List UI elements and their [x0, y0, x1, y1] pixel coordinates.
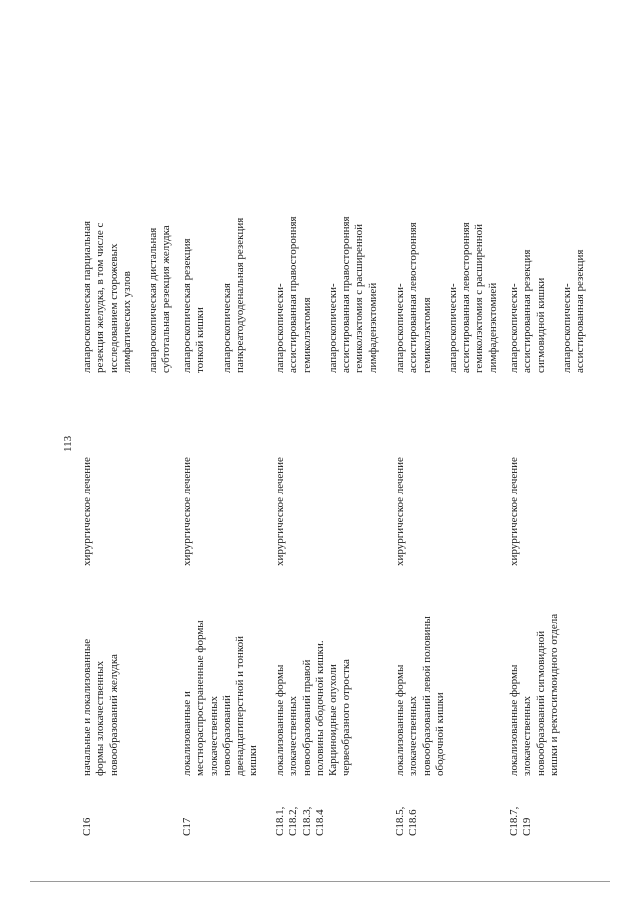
- method-line: лапароскопическая парциальная: [81, 220, 93, 373]
- icd-code-cell: [394, 796, 421, 836]
- diagnosis-line: новообразований желудка: [107, 654, 120, 776]
- diagnosis-cell: [508, 590, 561, 776]
- treatment-method-cell: [181, 161, 260, 373]
- treatment-method: [274, 161, 314, 373]
- diagnosis-line: кишки: [247, 745, 260, 776]
- diagnosis-line: начальные и локализованные: [81, 638, 93, 776]
- treatment-type-cell: [181, 386, 194, 566]
- treatment-method: [447, 161, 500, 373]
- method-line: лапароскопически-: [508, 283, 520, 373]
- icd-code-cell: [274, 796, 327, 836]
- icd-code: C18.1,: [274, 806, 286, 836]
- diagnosis-cell: [81, 590, 121, 776]
- diagnosis-cell: [274, 590, 354, 776]
- treatment-method: [81, 161, 134, 373]
- method-line: гемиколэктомия: [420, 297, 433, 373]
- method-line: панкреатодуоденальная резекция: [233, 217, 246, 373]
- diagnosis-line: Карциноидные опухоли: [327, 664, 340, 776]
- diagnosis-line: половины ободочной кишки.: [313, 640, 326, 776]
- method-line: лапароскопическая дистальная: [147, 227, 160, 373]
- diagnosis-line: новообразований сигмовидной: [534, 630, 547, 776]
- diagnosis-line: формы злокачественных: [94, 660, 107, 776]
- diagnosis-line: ободочной кишки: [433, 692, 446, 776]
- method-line: ассистированная резекция: [521, 249, 534, 373]
- method-line: ассистированная правосторонняя: [287, 216, 300, 373]
- diagnosis-line: кишки и ректосигмоидного отдела: [547, 613, 560, 776]
- treatment-method: [221, 161, 248, 373]
- treatment-method-cell: [508, 161, 600, 373]
- diagnosis-line: локализованные формы: [508, 664, 520, 776]
- icd-code: C18.2,: [287, 806, 300, 836]
- diagnosis-line: местнораспространенные формы: [194, 620, 207, 776]
- icd-code-cell: [181, 796, 194, 836]
- diagnosis-line: новообразований левой половины: [420, 616, 433, 776]
- icd-code: C19: [521, 817, 534, 836]
- icd-code: C18.3,: [300, 806, 313, 836]
- method-line: ассистированная левосторонняя: [460, 222, 473, 373]
- diagnosis-line: локализованные и: [181, 691, 193, 776]
- method-line: ассистированная резекция: [574, 249, 587, 373]
- method-line: лимфаденэктомией: [486, 282, 499, 373]
- icd-code-cell: [508, 796, 535, 836]
- diagnosis-cell: [394, 590, 447, 776]
- treatment-type: хирургическое лечение: [274, 457, 286, 566]
- method-line: лапароскопически-: [326, 283, 339, 373]
- icd-code: C18.5,: [394, 806, 406, 836]
- diagnosis-line: локализованные формы: [274, 664, 286, 776]
- icd-code: C16: [81, 817, 93, 836]
- treatment-type-cell: [81, 386, 94, 566]
- treatment-method: [508, 161, 548, 373]
- method-line: лимфатических узлов: [120, 271, 133, 373]
- method-line: сигмовидной кишки: [534, 277, 547, 373]
- icd-code: C18.7,: [508, 806, 520, 836]
- treatment-method-cell: [394, 161, 513, 373]
- treatment-type-cell: [394, 386, 407, 566]
- diagnosis-line: злокачественных: [407, 695, 420, 776]
- page-number: 113: [62, 435, 74, 452]
- page-bottom-rule: [30, 881, 610, 882]
- method-line: исследованием сторожевых: [107, 243, 120, 373]
- rotated-page-content: [62, 116, 587, 836]
- diagnosis-line: новообразований: [220, 695, 233, 776]
- method-line: ассистированная правосторонняя: [340, 216, 353, 373]
- method-line: субтотальная резекция желудка: [160, 225, 173, 373]
- diagnosis-line: двенадцатиперстной и тонкой: [234, 636, 247, 776]
- method-line: лапароскопически-: [560, 283, 573, 373]
- treatment-method: [327, 161, 380, 373]
- treatment-method: [181, 161, 208, 373]
- diagnosis-line: злокачественных: [207, 695, 220, 776]
- treatment-type: хирургическое лечение: [181, 457, 193, 566]
- method-line: лапароскопическая: [220, 283, 233, 373]
- method-line: тонкой кишки: [194, 307, 207, 373]
- method-line: лапароскопически-: [274, 283, 286, 373]
- method-line: гемиколэктомия: [300, 297, 313, 373]
- method-line: лимфаденэктомией: [366, 282, 379, 373]
- icd-code-cell: [81, 796, 94, 836]
- treatment-method: [561, 161, 588, 373]
- method-line: гемиколэктомия с расширенной: [473, 223, 486, 373]
- treatment-method: [147, 161, 174, 373]
- treatment-method-cell: [81, 161, 187, 373]
- diagnosis-line: новообразований правой: [300, 659, 313, 776]
- icd-code: C17: [181, 817, 193, 836]
- treatment-type: хирургическое лечение: [81, 457, 93, 566]
- diagnosis-line: злокачественных: [287, 695, 300, 776]
- diagnosis-line: локализованные формы: [394, 664, 406, 776]
- diagnosis-line: злокачественных: [521, 695, 534, 776]
- method-line: резекция желудка, в том числе с: [94, 222, 107, 373]
- method-line: лапароскопически-: [394, 283, 406, 373]
- treatment-type-cell: [508, 386, 521, 566]
- treatment-type-cell: [274, 386, 287, 566]
- treatment-type: хирургическое лечение: [508, 457, 520, 566]
- method-line: лапароскопически-: [446, 283, 459, 373]
- treatment-method: [394, 161, 434, 373]
- method-line: гемиколэктомия с расширенной: [353, 223, 366, 373]
- diagnosis-line: червеобразного отростка: [340, 659, 353, 776]
- method-line: лапароскопическая резекция: [181, 238, 193, 373]
- treatment-method-cell: [274, 161, 393, 373]
- method-line: ассистированная левосторонняя: [407, 222, 420, 373]
- treatment-type: хирургическое лечение: [394, 457, 406, 566]
- diagnosis-cell: [181, 590, 261, 776]
- icd-code: C18.6: [407, 809, 420, 836]
- icd-code: C18.4: [313, 809, 326, 836]
